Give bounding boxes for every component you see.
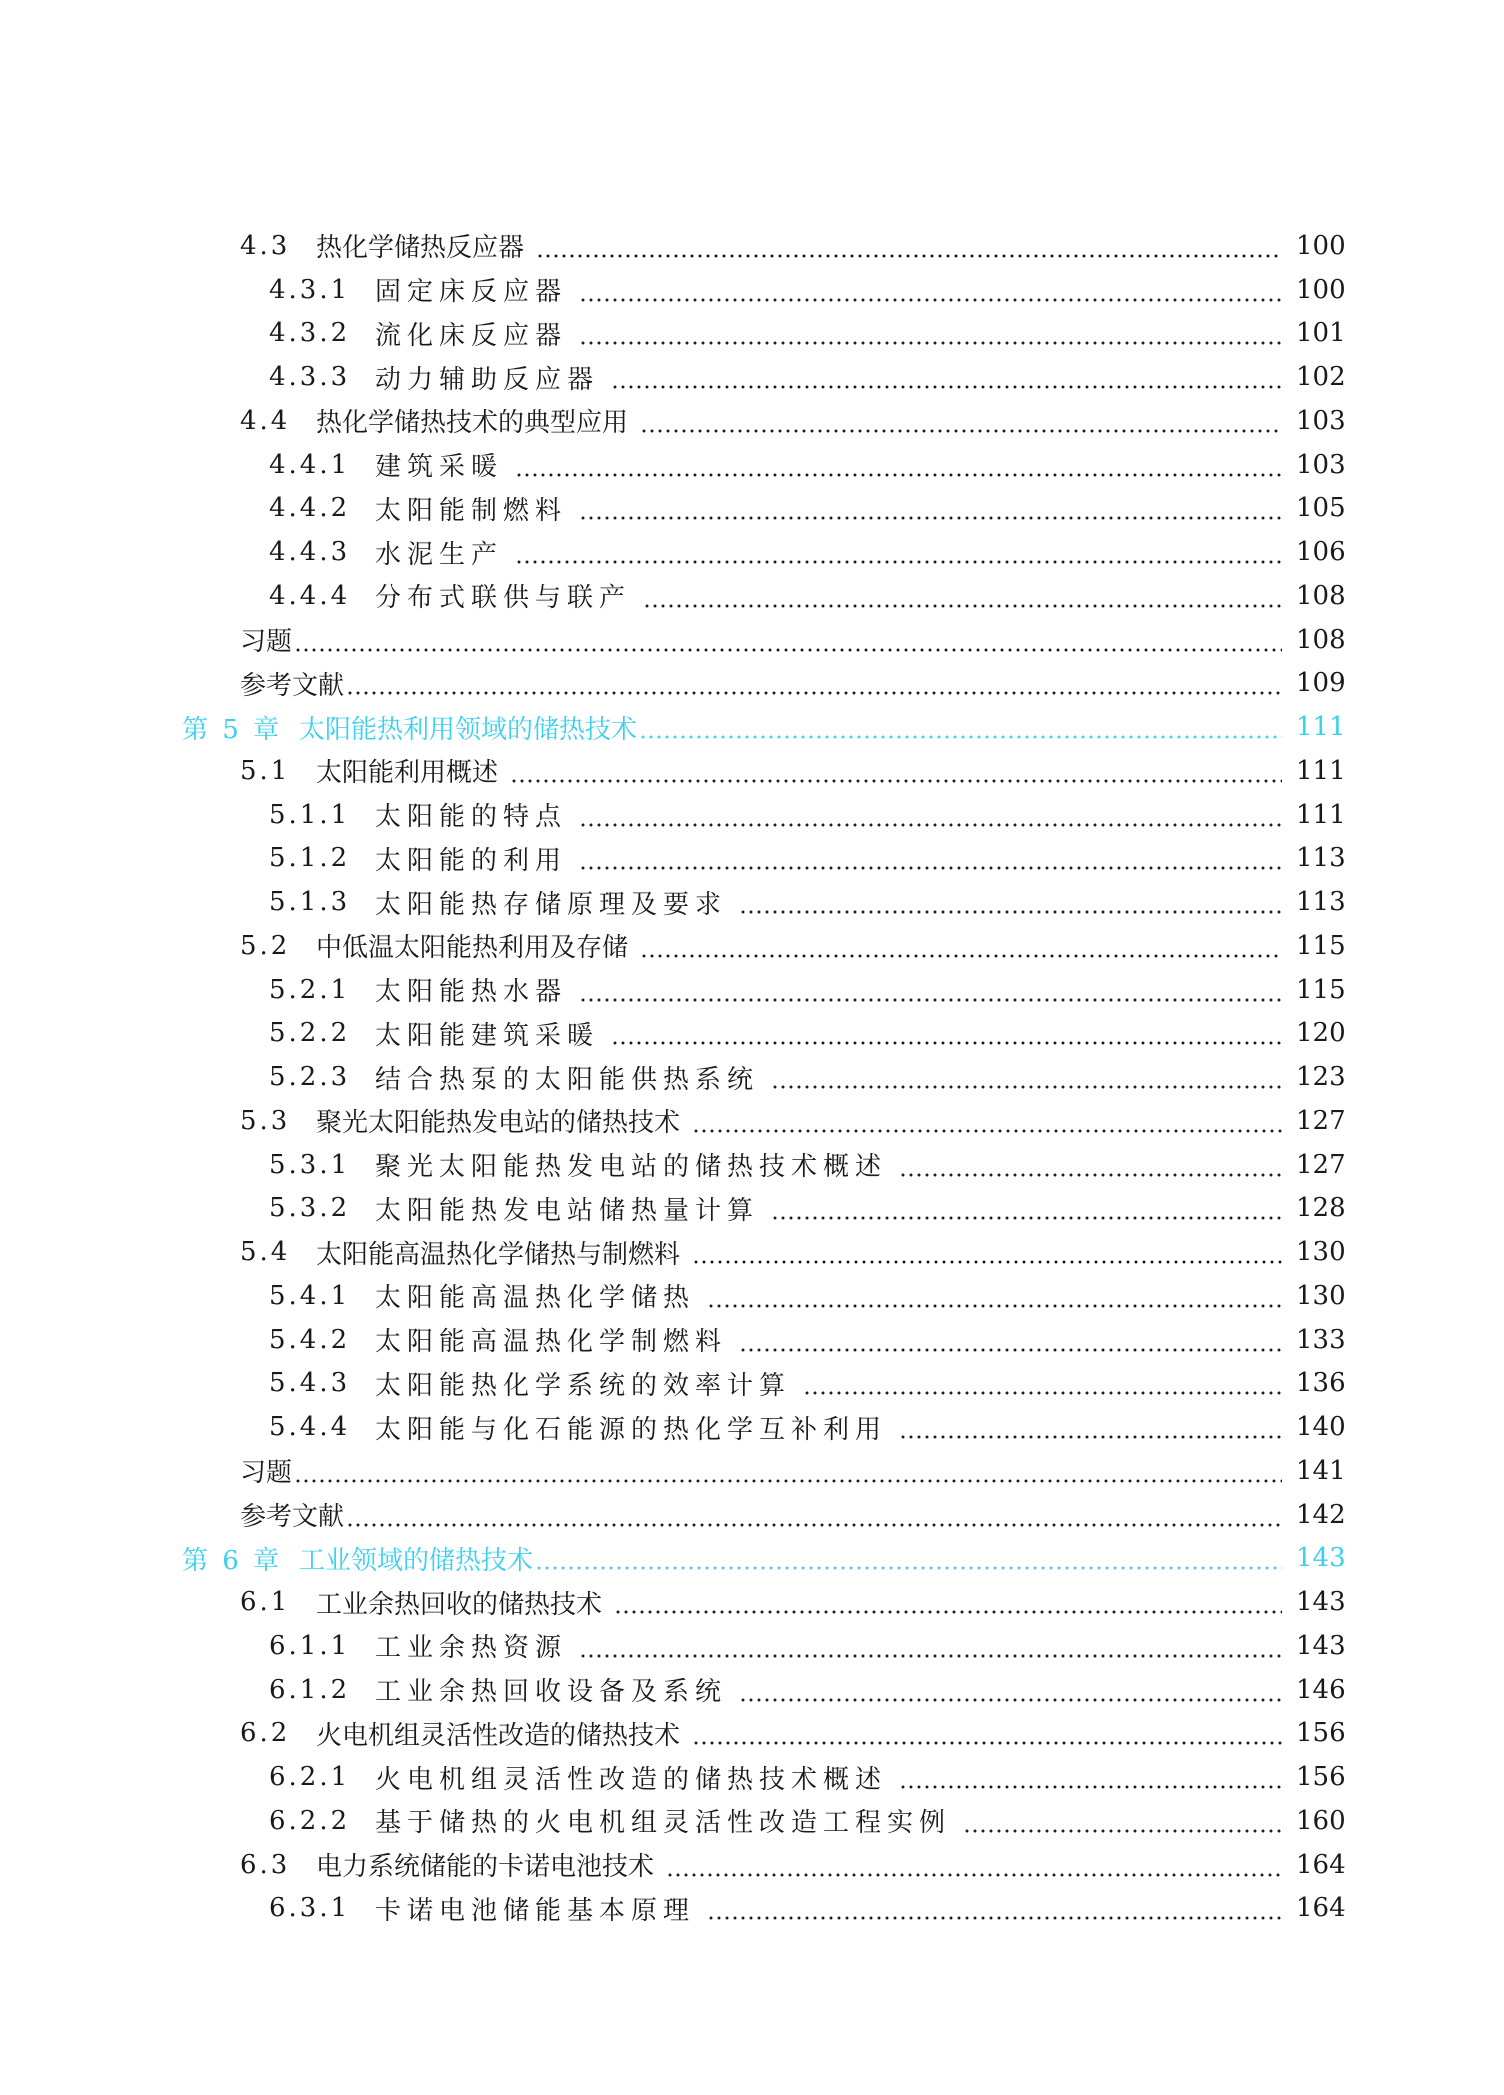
page-number: 142 <box>1296 1499 1346 1530</box>
page-number: 111 <box>1296 799 1346 830</box>
entry-title: 习题 <box>240 627 293 658</box>
toc-subsection-entry <box>0 574 1504 618</box>
entry-number: 5.1 <box>240 755 291 786</box>
page-number: 115 <box>1296 930 1346 961</box>
toc-subsection-entry <box>0 1274 1504 1318</box>
page-number: 100 <box>1296 274 1346 305</box>
toc-subsection-entry <box>0 1799 1504 1843</box>
dot-leader <box>611 364 1282 390</box>
toc-chapter-entry <box>0 705 1504 749</box>
toc-subsection-entry <box>0 1012 1504 1056</box>
toc-subsection-entry <box>0 1668 1504 1712</box>
page-number: 120 <box>1296 1018 1346 1049</box>
dot-leader <box>579 977 1282 1003</box>
toc-section-entry <box>0 749 1504 793</box>
page-number: 123 <box>1296 1062 1346 1093</box>
entry-title: 电力系统储能的卡诺电池技术 <box>316 1852 655 1883</box>
entry-title: 工业余热回收设备及系统 <box>375 1677 728 1708</box>
entry-number: 5.4.4 <box>269 1412 351 1443</box>
toc-section-entry <box>0 1099 1504 1143</box>
dot-leader <box>739 1677 1282 1703</box>
toc-misc-entry <box>0 618 1504 662</box>
entry-number: 5.3 <box>240 1105 291 1136</box>
entry-number: 6.2.1 <box>269 1762 351 1793</box>
entry-number: 6.3 <box>240 1849 291 1880</box>
dot-leader <box>579 320 1282 346</box>
toc-subsection-entry <box>0 487 1504 531</box>
toc-subsection-entry <box>0 1624 1504 1668</box>
page-number: 156 <box>1296 1762 1346 1793</box>
page-number: 127 <box>1296 1149 1346 1180</box>
page-number: 133 <box>1296 1324 1346 1355</box>
entry-title: 工业余热回收的储热技术 <box>316 1589 603 1620</box>
toc-subsection-entry <box>0 443 1504 487</box>
dot-leader <box>899 1152 1282 1178</box>
toc-subsection-entry <box>0 1055 1504 1099</box>
entry-title: 太阳能建筑采暖 <box>375 1020 600 1051</box>
entry-number: 5.4.1 <box>269 1280 351 1311</box>
toc-section-entry <box>0 1843 1504 1887</box>
entry-number: 4.4.4 <box>269 580 351 611</box>
dot-leader <box>692 1108 1282 1134</box>
page-number: 103 <box>1296 449 1346 480</box>
entry-number: 6.1.1 <box>269 1630 351 1661</box>
toc-subsection-entry <box>0 312 1504 356</box>
entry-title: 习题 <box>240 1458 293 1489</box>
page-number: 102 <box>1296 362 1346 393</box>
entry-number: 6.1.2 <box>269 1674 351 1705</box>
toc-subsection-entry <box>0 1755 1504 1799</box>
toc-subsection-entry <box>0 268 1504 312</box>
entry-number: 6.3.1 <box>269 1893 351 1924</box>
dot-leader <box>346 1502 1282 1528</box>
entry-title: 太阳能高温热化学制燃料 <box>375 1327 728 1358</box>
toc-subsection-entry <box>0 880 1504 924</box>
dot-leader <box>899 1414 1282 1440</box>
entry-number: 5.4.3 <box>269 1368 351 1399</box>
page-number: 111 <box>1296 712 1346 743</box>
entry-title: 参考文献 <box>240 1502 345 1533</box>
dot-leader <box>536 233 1282 259</box>
page-number: 111 <box>1296 755 1346 786</box>
dot-leader <box>579 1633 1282 1659</box>
dot-leader <box>510 758 1282 784</box>
dot-leader <box>639 714 1282 740</box>
toc-subsection-entry <box>0 968 1504 1012</box>
page-number: 100 <box>1296 230 1346 261</box>
page-number: 130 <box>1296 1237 1346 1268</box>
dot-leader <box>515 452 1282 478</box>
entry-number: 4.3 <box>240 230 291 261</box>
entry-title: 聚光太阳能热发电站的储热技术概述 <box>375 1152 888 1183</box>
dot-leader <box>579 845 1282 871</box>
dot-leader <box>692 1720 1282 1746</box>
toc-misc-entry <box>0 662 1504 706</box>
toc-section-entry <box>0 1712 1504 1756</box>
entry-title: 热化学储热技术的典型应用 <box>316 408 629 439</box>
dot-leader <box>707 1283 1282 1309</box>
toc-section-entry <box>0 924 1504 968</box>
entry-number: 4.4.2 <box>269 493 351 524</box>
dot-leader <box>515 539 1282 565</box>
toc-subsection-entry <box>0 530 1504 574</box>
entry-number: 6.2 <box>240 1718 291 1749</box>
entry-title: 太阳能的利用 <box>375 845 568 876</box>
dot-leader <box>739 1327 1282 1353</box>
toc-chapter-entry <box>0 1537 1504 1581</box>
entry-number: 4.3.2 <box>269 318 351 349</box>
dot-leader <box>614 1589 1282 1615</box>
toc-subsection-entry <box>0 1887 1504 1931</box>
entry-number: 5.1.1 <box>269 799 351 830</box>
entry-title: 太阳能利用概述 <box>316 758 499 789</box>
dot-leader <box>692 1239 1282 1265</box>
page-number: 115 <box>1296 974 1346 1005</box>
page-number: 140 <box>1296 1412 1346 1443</box>
dot-leader <box>963 1808 1282 1834</box>
toc-subsection-entry <box>0 793 1504 837</box>
entry-title: 火电机组灵活性改造的储热技术概述 <box>375 1764 888 1795</box>
dot-leader <box>346 670 1282 696</box>
toc-subsection-entry <box>0 355 1504 399</box>
dot-leader <box>640 933 1282 959</box>
page-number: 105 <box>1296 493 1346 524</box>
dot-leader <box>899 1764 1282 1790</box>
page-number: 103 <box>1296 405 1346 436</box>
page-number: 164 <box>1296 1849 1346 1880</box>
dot-leader <box>579 277 1282 303</box>
entry-number: 6.2.2 <box>269 1805 351 1836</box>
entry-title: 太阳能热水器 <box>375 977 568 1008</box>
entry-title: 建筑采暖 <box>375 452 504 483</box>
page-number: 128 <box>1296 1193 1346 1224</box>
entry-title: 水泥生产 <box>375 539 504 570</box>
entry-number: 4.3.1 <box>269 274 351 305</box>
page-number: 109 <box>1296 668 1346 699</box>
entry-number: 5.2.3 <box>269 1062 351 1093</box>
entry-title: 热化学储热反应器 <box>316 233 525 264</box>
page-number: 164 <box>1296 1893 1346 1924</box>
toc-misc-entry <box>0 1493 1504 1537</box>
dot-leader <box>294 627 1282 653</box>
page-number: 108 <box>1296 580 1346 611</box>
entry-title: 太阳能热存储原理及要求 <box>375 889 728 920</box>
page-number: 160 <box>1296 1805 1346 1836</box>
entry-title: 分布式联供与联产 <box>375 583 632 614</box>
entry-number: 5.1.2 <box>269 843 351 874</box>
entry-title: 动力辅助反应器 <box>375 364 600 395</box>
dot-leader <box>803 1370 1282 1396</box>
entry-title: 火电机组灵活性改造的储热技术 <box>316 1720 681 1751</box>
toc-section-entry <box>0 224 1504 268</box>
dot-leader <box>579 802 1282 828</box>
entry-title: 工业领域的储热技术 <box>299 1545 534 1576</box>
entry-number: 5.2 <box>240 930 291 961</box>
toc-misc-entry <box>0 1449 1504 1493</box>
page-number: 156 <box>1296 1718 1346 1749</box>
entry-number: 5.4 <box>240 1237 291 1268</box>
page-number: 143 <box>1296 1587 1346 1618</box>
dot-leader <box>643 583 1282 609</box>
toc-subsection-entry <box>0 1143 1504 1187</box>
page-number: 127 <box>1296 1105 1346 1136</box>
dot-leader <box>579 495 1282 521</box>
entry-number: 4.4.3 <box>269 537 351 568</box>
dot-leader <box>771 1064 1282 1090</box>
toc-section-entry <box>0 1230 1504 1274</box>
entry-number: 5.3.1 <box>269 1149 351 1180</box>
toc-subsection-entry <box>0 1405 1504 1449</box>
entry-number: 4.4.1 <box>269 449 351 480</box>
dot-leader <box>611 1020 1282 1046</box>
entry-number: 6.1 <box>240 1587 291 1618</box>
page-number: 108 <box>1296 624 1346 655</box>
entry-title: 结合热泵的太阳能供热系统 <box>375 1064 760 1095</box>
entry-title: 参考文献 <box>240 670 345 701</box>
entry-title: 太阳能高温热化学储热 <box>375 1283 696 1314</box>
toc-subsection-entry <box>0 1362 1504 1406</box>
entry-title: 太阳能热发电站储热量计算 <box>375 1195 760 1226</box>
dot-leader <box>535 1545 1282 1571</box>
entry-title: 聚光太阳能热发电站的储热技术 <box>316 1108 681 1139</box>
entry-title: 太阳能热利用领域的储热技术 <box>299 714 638 745</box>
page-number: 101 <box>1296 318 1346 349</box>
entry-title: 中低温太阳能热利用及存储 <box>316 933 629 964</box>
entry-number: 4.3.3 <box>269 362 351 393</box>
entry-title: 工业余热资源 <box>375 1633 568 1664</box>
entry-number: 4.4 <box>240 405 291 436</box>
page-number: 143 <box>1296 1630 1346 1661</box>
table-of-contents <box>0 224 1504 1930</box>
entry-title: 流化床反应器 <box>375 320 568 351</box>
toc-subsection-entry <box>0 1318 1504 1362</box>
toc-subsection-entry <box>0 1187 1504 1231</box>
entry-number: 5.2.1 <box>269 974 351 1005</box>
page-number: 113 <box>1296 887 1346 918</box>
entry-number: 第 6 章 <box>182 1545 283 1576</box>
dot-leader <box>771 1195 1282 1221</box>
entry-title: 固定床反应器 <box>375 277 568 308</box>
entry-title: 卡诺电池储能基本原理 <box>375 1895 696 1926</box>
entry-title: 基于储热的火电机组灵活性改造工程实例 <box>375 1808 952 1839</box>
page-number: 106 <box>1296 537 1346 568</box>
entry-title: 太阳能高温热化学储热与制燃料 <box>316 1239 681 1270</box>
entry-number: 5.4.2 <box>269 1324 351 1355</box>
entry-title: 太阳能与化石能源的热化学互补利用 <box>375 1414 888 1445</box>
entry-title: 太阳能热化学系统的效率计算 <box>375 1370 792 1401</box>
entry-title: 太阳能制燃料 <box>375 495 568 526</box>
page-number: 113 <box>1296 843 1346 874</box>
entry-title: 太阳能的特点 <box>375 802 568 833</box>
page-number: 130 <box>1296 1280 1346 1311</box>
page-number: 146 <box>1296 1674 1346 1705</box>
toc-subsection-entry <box>0 837 1504 881</box>
page-number: 141 <box>1296 1455 1346 1486</box>
toc-section-entry <box>0 399 1504 443</box>
dot-leader <box>739 889 1282 915</box>
dot-leader <box>707 1895 1282 1921</box>
dot-leader <box>640 408 1282 434</box>
entry-number: 5.3.2 <box>269 1193 351 1224</box>
page-number: 143 <box>1296 1543 1346 1574</box>
toc-section-entry <box>0 1580 1504 1624</box>
entry-number: 5.2.2 <box>269 1018 351 1049</box>
page-number: 136 <box>1296 1368 1346 1399</box>
dot-leader <box>666 1852 1282 1878</box>
entry-number: 第 5 章 <box>182 714 283 745</box>
entry-number: 5.1.3 <box>269 887 351 918</box>
dot-leader <box>294 1458 1282 1484</box>
